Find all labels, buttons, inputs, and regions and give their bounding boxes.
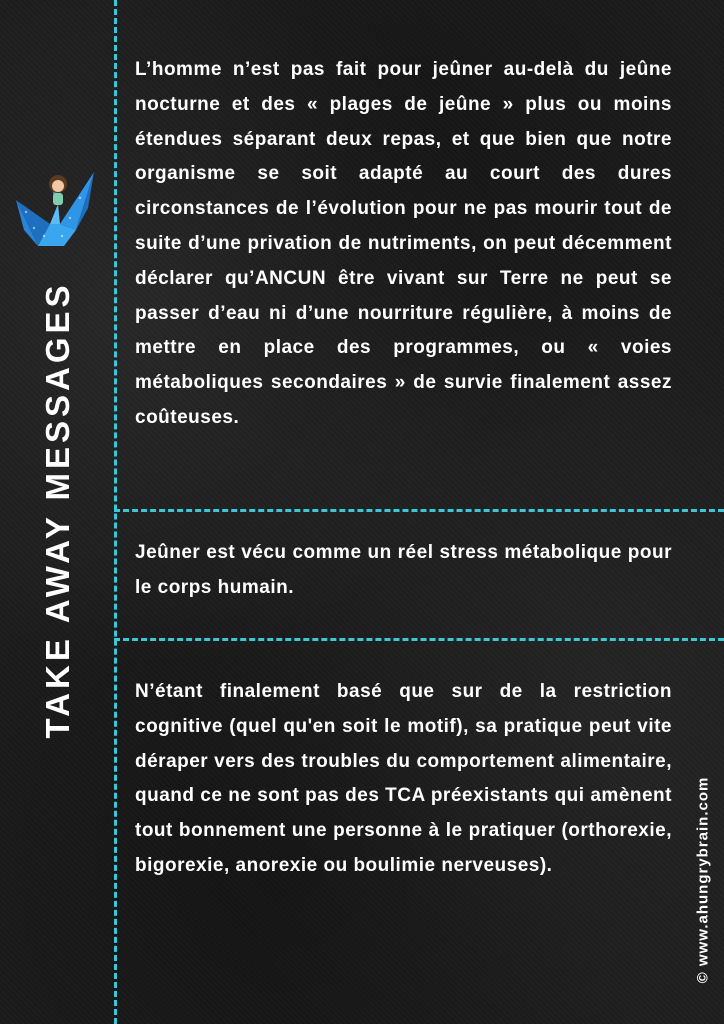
section-divider-2 (114, 638, 724, 641)
page-title: TAKE AWAY MESSAGES (39, 281, 76, 739)
origami-crane-with-avatar-icon (14, 168, 96, 248)
message-2: Jeûner est vécu comme un réel stress métabolique pour le corps humain. (135, 542, 672, 598)
section-divider-1 (114, 509, 724, 512)
message-3: N’étant finalement basé que sur de la restriction cognitive (quel qu'en soit le motif), sa pratique peut vite déraper vers des troubles du comportement alimentaire, quand ce ne sont pas des TCA préexistants qui amènent tout bonnement une personne à le pratiquer (orthorexie, bigorexie, anorexie ou boulimie nerveuses). (135, 681, 672, 876)
vertical-divider (114, 0, 117, 1024)
message-1: L’homme n’est pas fait pour jeûner au-delà du jeûne nocturne et des « plages de jeûne » plus ou moins étendues séparant deux repas, et que bien que notre organisme se soit adapté au court des dures circonstances de l’évolution pour ne pas mourir tout de suite d’une privation de nutriments, on peut décemment déclarer qu’ANCUN être vivant sur Terre ne peut se passer d’eau ni d’une nourriture régulière, à moins de mettre en place des programmes, ou « voies métaboliques secondaires » de survie finalement assez coûteuses. (135, 59, 672, 428)
copyright-credit: © www.ahungrybrain.com (694, 776, 712, 984)
